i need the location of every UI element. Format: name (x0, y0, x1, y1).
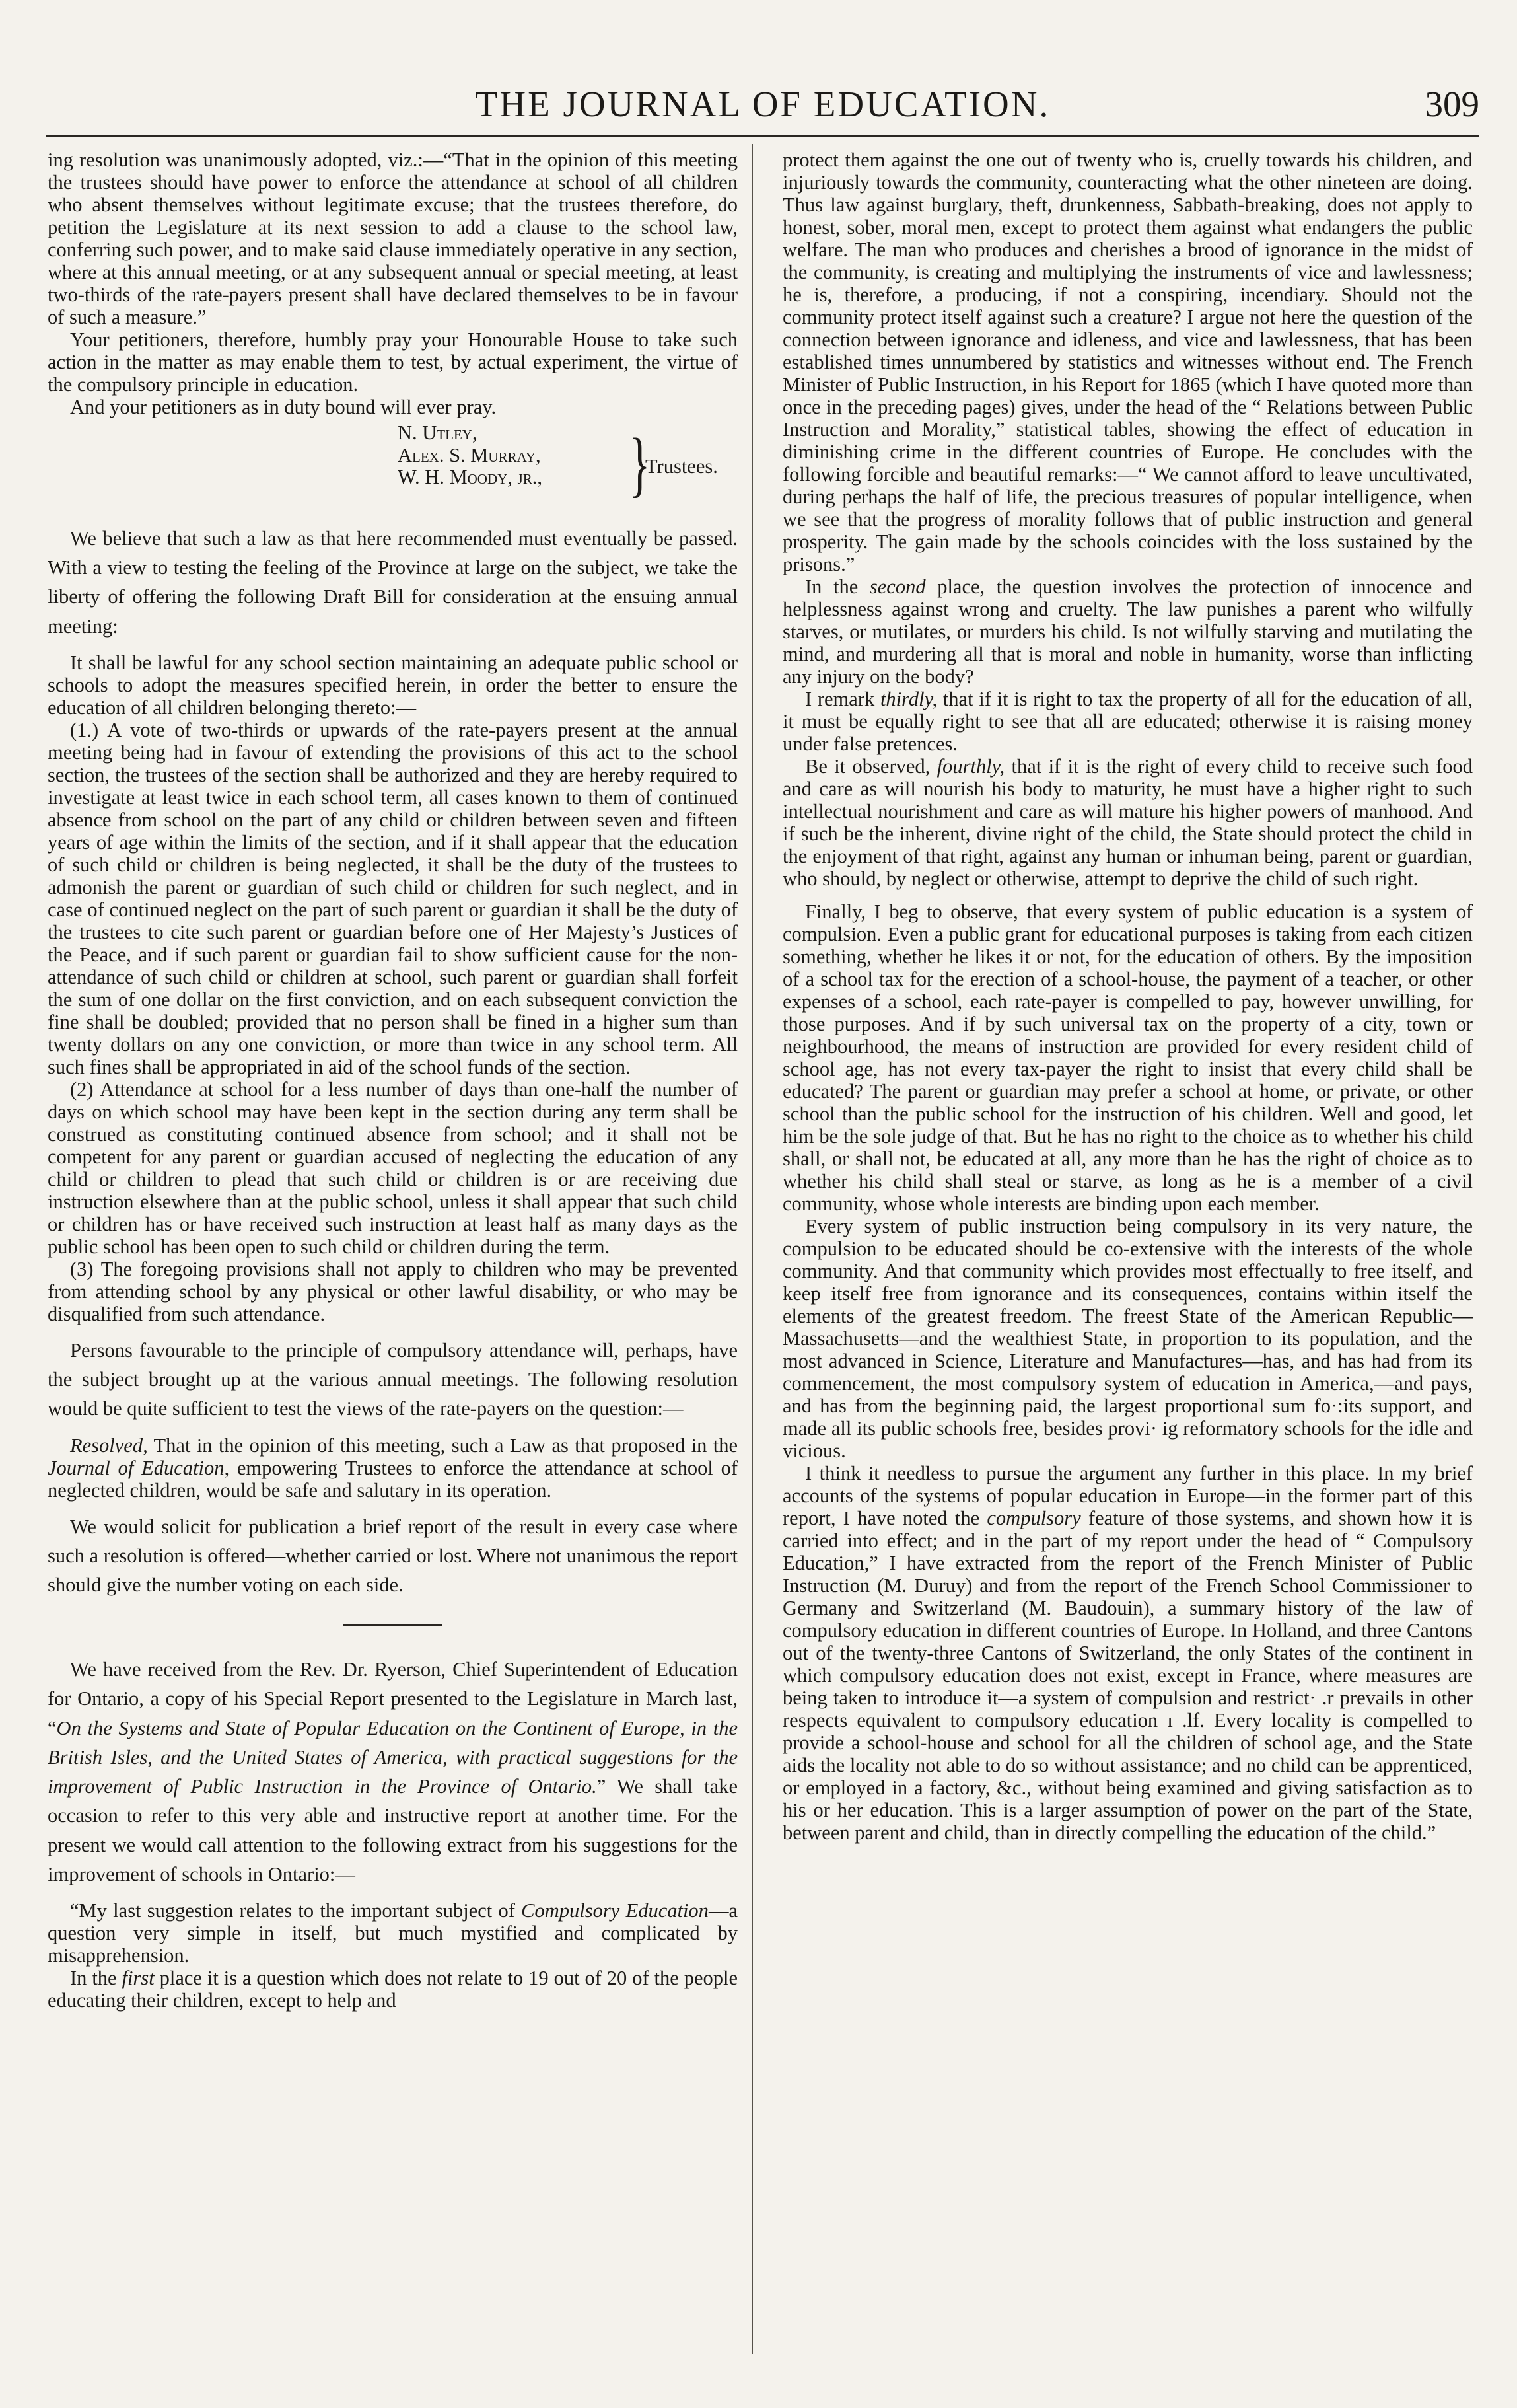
signature-brace: } (629, 423, 651, 504)
compulsory-intro-b: —a question very simple in itself, but much mystified and complicated by misapprehension. (48, 1899, 738, 1967)
fourthly-term: fourthly, (936, 755, 1005, 778)
page-header (46, 78, 1479, 131)
petition-resolution-text: ing resolution was unanimously adopted, viz.:—“That in the opinion of this meeting the trustees should have power to enforce the attendance at school of all children who absent themselves without legitimate excuse; that the trustees therefore, do petition the Legislature at its next session to add a clause to the school law, conferring such power, and to make said clause immediately operative in any section, where at this annual meeting, or at any subsequent annual or special meeting, at least two-thirds of the rate-payers present shall have declared themselves to be in favour of such a measure.” (48, 149, 738, 328)
moral-protection-text: protect them against the one out of twenty who is, cruelly towards his children, and injuriously towards the community, counteracting what the other nineteen are doing. Thus law against burglary, theft, drunkenness, Sabbath-breaking, does not apply to honest, sober, moral men, except to protect them against what endangers the public welfare. The man who produces and cherishes a brood of ignorance in the midst of the community, is creating and multiplying the instruments of vice and lawlessness; he is, therefore, a producing, if not a conspiring, incendiary. Should not the community protect itself against such a creature? I argue not here the question of the connection between ignorance and idleness, and vice and lawlessness, that has been established times unnumbered by statistics and witnesses without end. The French Minister of Public Instruction, in his Report for 1865 (which I have quoted more than once in the preceding pages) gives, under the head of the “ Relations between Public Instruction and Morality,” statistical tables, showing the effect of education in diminishing crime in the different countries of Europe. He concludes with the following forcible and beautiful remarks:—“ We cannot afford to leave uncultivated, during perhaps the half of life, the precious treasures of popular intelligence, when we see that the progress of morality follows that of public instruction and general prosperity. The gain made by the schools coincides with the loss sustained by the prisons.” (783, 149, 1473, 575)
signatory-3: W. H. Moody, jr., (398, 466, 542, 489)
section-separator (343, 1624, 442, 1626)
resolution-text-a: That in the opinion of this meeting, such a Law as that proposed in the (147, 1434, 738, 1457)
second-term: second (869, 575, 926, 598)
second-place-argument (783, 575, 1473, 688)
report-request: We would solicit for publication a brief report of the result in every case where such a resolution is offered—whether carried or lost. Where not unanimous the report should give the number voting on each side. (48, 1515, 738, 1596)
ryerson-intro-a: We have received from the Rev. Dr. Ryerson, Chief Superintendent of Education for Ontario, a copy of his Special Report presented to the Legislature in March last, “ (48, 1658, 738, 1739)
resolution-label: Resolved, (70, 1434, 148, 1457)
compulsory-education-term: Compulsory Education (521, 1899, 709, 1922)
compulsory-intro-a: “My last suggestion relates to the important subject of (70, 1899, 522, 1922)
draft-bill-clause-2: (2) Attendance at school for a less number of days than one-half the number of days on which school may have been kept in the section during any term shall be construed as constituting continued absence from school; and it shall not be competent for any parent or guardian accused of neglecting the education of any child or children to plead that such child or children is or are receiving due instruction elsewhere than at the public school, unless it shall appear that such child or children has or have received such instruction at least half as many days as the public school has been open to such child or children during the term. (48, 1077, 738, 1258)
signatory-1: N. Utley, (398, 421, 477, 444)
fourthly-argument (783, 755, 1473, 890)
header-rule (46, 135, 1479, 137)
resolution-text (48, 1434, 738, 1502)
finally-argument: Finally, I beg to observe, that every system of public education is a system of compulsion. Even a public grant for educational purposes is taking from each citizen something, whether he likes it or not, for the education of others. By the imposition of a school tax for the erection of a school-house, the payment of a teacher, or other expenses of a school, each rate-payer is compelled to pay, however unwilling, for those purposes. And if by such universal tax on the property of a city, town or neighbourhood, the means of instruction are provided for every resident child of school age, has not every tax-payer the right to insist that every child shall be educated? The parent or guardian may prefer a school at home, or private, or other school than the public school for the instruction of his children. Well and good, let him be the sole judge of that. But he has no right to the choice as to whether his child shall, or shall not, be educated at all, any more than he has the right of choice as to whether his child shall steal or starve, as long as he is a member of a civil community, whose whole interests are binding upon each member. (783, 900, 1473, 1215)
draft-bill-preamble: It shall be lawful for any school section maintaining an adequate public school or schools to adopt the measures specified herein, in order the better to ensure the education of all children belonging thereto:— (48, 651, 738, 719)
signatory-role: Trustees. (645, 455, 718, 478)
thirdly-b: that if it is right to tax the property of all for the education of all, it must be equally right to see that all are educated; otherwise it is raising money under false pretences. (783, 688, 1473, 755)
signatory-2: Alex. S. Murray, (398, 443, 541, 466)
signatory-names (398, 422, 542, 489)
resolution-text-b: empowering Trustees to enforce the attendance at school of neglected children, would be safe and salutary in its operation. (48, 1456, 738, 1502)
compulsion-nature-text: Every system of public instruction being compulsory in its very nature, the compulsion to be educated should be co-extensive with the interests of the whole community. And that community which provides most effectually to free itself, and keep itself free from ignorance and its consequences, contains within itself the elements of the greatest freedom. The freest State of the American Republic—Massachusetts—and the wealthiest State, in proportion to its population, and the most advanced in Science, Literature and Manufactures—has, and has had from its commencement, the most compulsory system of education in America,—and pays, and has from the beginning paid, the largest proportional sum fo·:its support, and made all its public schools free, besides provi· ig reformatory schools for the idle and vicious. (783, 1215, 1473, 1462)
ryerson-intro-b: ” We shall take occasion to refer to this very able and instructive report at another time. For the present we would call attention to the following extract from his suggestions for the improvement of schools in Ontario:— (48, 1775, 738, 1885)
left-column (48, 149, 738, 2012)
thirdly-a: I remark (805, 688, 880, 710)
first-term: first (122, 1966, 155, 1989)
concluding-a: I think it needless to pursue the argument any further in this place. In my brief accounts of the systems of popular education in Europe—in the former part of this report, I have noted the (783, 1462, 1473, 1529)
fourthly-b: that if it is the right of every child to receive such food and care as will nourish his body to maturity, he must have a higher right to such intellectual nourishment and care as will mature his higher powers of manhood. And if such be the inherent, divine right of the child, the State should protect the child in the enjoyment of that right, against any human or inhuman being, parent or guardian, who should, by neglect or otherwise, attempt to deprive the child of such right. (783, 755, 1473, 890)
draft-bill-clause-1: (1.) A vote of two-thirds or upwards of the rate-payers present at the annual meeting being had in favour of extending the provisions of this act to the school section, the trustees of the section shall be authorized and they are hereby required to investigate at least twice in each school term, all cases known to them of continued absence from school on the part of any child or children between seven and fifteen years of age within the limits of the section, and if it shall appear that the education of such child or children is being neglected, it shall be the duty of the trustees to admonish the parent or guardian of such child or children for such neglect, and in case of continued neglect on the part of such parent or guardian it shall be the duty of the trustees to cite such parent or guardian before one of Her Majesty’s Justices of the Peace, and if such parent or guardian fail to show sufficient cause for the non-attendance of such child or children at school, such parent or guardian shall forfeit the sum of one dollar on the first conviction, and on each subsequent conviction the fine shall be doubled; provided that no person shall be fined in a higher sum than twenty dollars on any one conviction, or more than twice in any school term. All such fines shall be appropriated in aid of the school funds of the section. (48, 718, 738, 1078)
right-column (783, 149, 1473, 1844)
first-place-b: place it is a question which does not relate to 19 out of 20 of the people educating their children, except to help and (48, 1966, 738, 2012)
petition-prayer-text: Your petitioners, therefore, humbly pray your Honourable House to take such action in the matter as may enable them to test, by actual experiment, the virtue of the compulsory principle in education. (48, 328, 738, 396)
page-number: 309 (1425, 84, 1479, 124)
column-divider (752, 144, 753, 2354)
resolution-intro: Persons favourable to the principle of compulsory attendance will, perhaps, have the subject brought up at the various annual meetings. The following resolution would be quite sufficient to test the views of the rate-payers on the question:— (48, 1338, 738, 1420)
second-place-a: In the (805, 575, 870, 598)
report-title: On the Systems and State of Popular Education on the Continent of Europe, in the British Isles, and the United States of America, with practical suggestions for the improvement of Public Instruction in the Province of Ontario. (48, 1716, 738, 1798)
thirdly-term: thirdly, (880, 688, 938, 710)
first-place-argument (48, 1967, 738, 2012)
journal-title: THE JOURNAL OF EDUCATION. (475, 84, 1051, 124)
concluding-b: feature of those systems, and shown how it is carried into effect; and in the part of my report under the head of “ Compulsory Education,” I have extracted from the report of the French Minister of Public Instruction (M. Duruy) and from the report of the French School Commissioner to Germany and Switzerland (M. Baudouin), a summary history of the law of compulsory education in different countries of Europe. In Holland, and three Cantons out of the twenty-three Cantons of Switzerland, the only States of the continent in which compulsory education does not exist, except in France, where measures are being taken to introduce it—a system of compulsion and restrict· .r prevails in other respects equivalent to compulsory education ı .lf. Every locality is compelled to provide a school-house and school for all the children of school age, and the State aids the locality not able to do so without assistance; and no child can be apprenticed, or employed in a factory, &c., without being examined and giving satisfaction as to his or her education. This is a larger assumption of power on the part of the State, between parent and child, than in directly compelling the education of the child.” (783, 1507, 1473, 1844)
signature-block (48, 422, 738, 521)
thirdly-argument (783, 688, 1473, 755)
ryerson-report-intro (48, 1655, 738, 1889)
compulsory-term: compulsory (987, 1507, 1081, 1529)
second-place-b: place, the question involves the protection of innocence and helplessness against wrong and cruelty. The law punishes a parent who wilfully starves, or mutilates, or murders his child. Is not wilfully starving and mutilating the mind, and murdering all that is moral and noble in humanity, worse than inflicting any injury on the body? (783, 575, 1473, 688)
draft-bill-clause-3: (3) The foregoing provisions shall not apply to children who may be prevented from attending school by any physical or other lawful disability, or who may be disqualified from such attendance. (48, 1257, 738, 1325)
concluding-argument (783, 1462, 1473, 1844)
journal-name: Journal of Education, (48, 1456, 230, 1479)
first-place-a: In the (70, 1966, 122, 1989)
fourthly-a: Be it observed, (805, 755, 937, 778)
petition-closing-text: And your petitioners as in duty bound will ever pray. (70, 396, 497, 418)
compulsory-education-intro (48, 1899, 738, 1967)
draft-bill-intro: We believe that such a law as that here recommended must eventually be passed. With a view to testing the feeling of the Province at large on the subject, we take the liberty of offering the following Draft Bill for consideration at the ensuing annual meeting: (48, 527, 738, 638)
